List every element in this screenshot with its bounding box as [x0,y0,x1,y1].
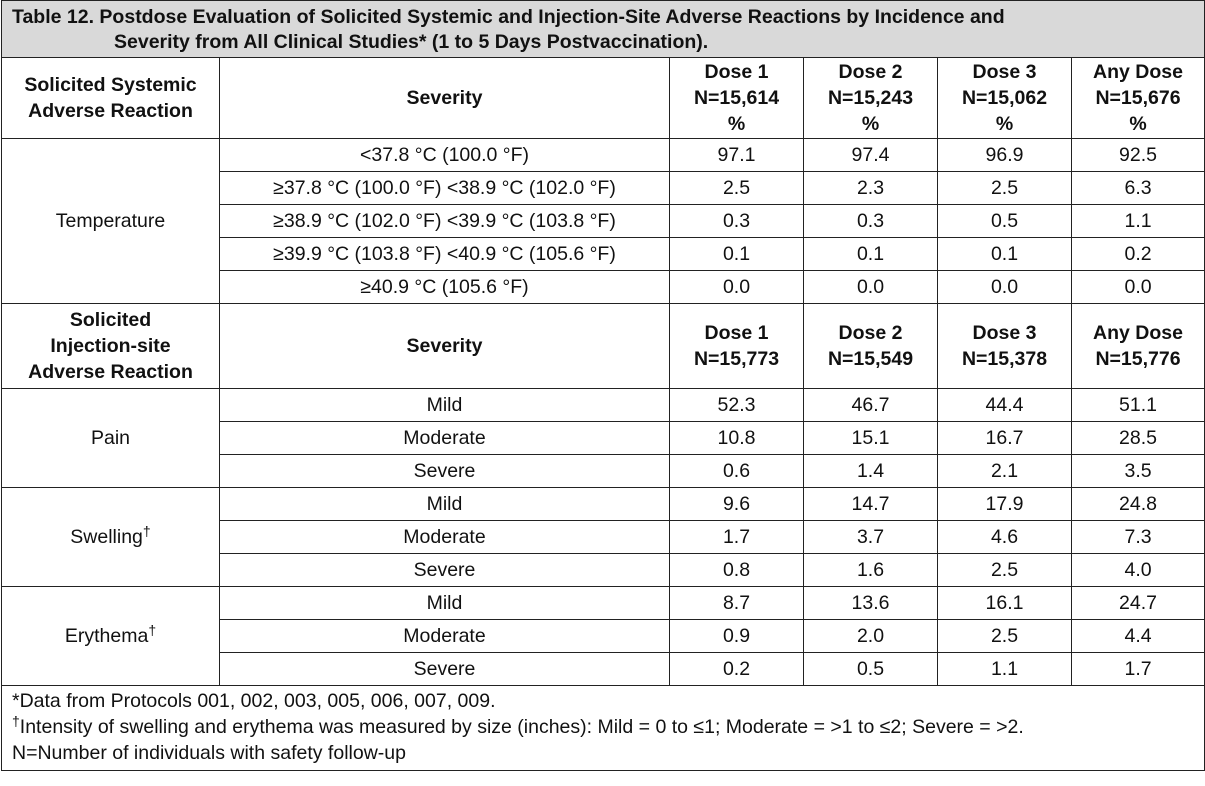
table-row [2,389,1205,422]
value-cell: 1.7 [670,521,804,554]
value-cell: 0.0 [1072,271,1205,304]
header-n: N=15,062 [961,87,1048,109]
header-dose: Dose 1 [704,61,769,83]
severity-cell: Severe [220,554,670,587]
swelling-label [2,488,220,587]
severity-cell: Severe [220,455,670,488]
table-row [2,139,1205,172]
severity-cell: ≥40.9 °C (105.6 °F) [220,271,670,304]
value-cell: 0.3 [804,205,938,238]
erythema-label-text: Erythema [64,624,149,647]
any-dose-header [1072,304,1205,389]
dose1-header [670,58,804,139]
value-cell: 15.1 [804,422,938,455]
value-cell: 0.0 [938,271,1072,304]
value-cell: 0.1 [938,238,1072,271]
value-cell: 2.5 [938,620,1072,653]
header-unit: % [995,113,1014,135]
footnote-protocols: *Data from Protocols 001, 002, 003, 005, 006, 007, 009. [12,690,496,712]
value-cell: 97.1 [670,139,804,172]
value-cell: 0.1 [670,238,804,271]
header-dose: Any Dose [1093,322,1183,344]
value-cell: 24.8 [1072,488,1205,521]
value-cell: 2.5 [938,554,1072,587]
erythema-label [2,587,220,686]
footnote-n-definition: N=Number of individuals with safety follow-up [12,742,406,764]
dagger-mark: † [142,522,151,539]
value-cell: 9.6 [670,488,804,521]
header-dose: Dose 2 [838,61,903,83]
header-dose: Any Dose [1093,61,1183,83]
table-title [2,1,1205,58]
injection-reaction-header [2,304,220,389]
value-cell: 2.5 [670,172,804,205]
value-cell: 0.0 [670,271,804,304]
systemic-reaction-header [2,58,220,139]
severity-cell: Mild [220,389,670,422]
dose2-header [804,58,938,139]
value-cell: 16.7 [938,422,1072,455]
value-cell: 24.7 [1072,587,1205,620]
value-cell: 4.6 [938,521,1072,554]
header-dose: Dose 1 [704,322,769,344]
value-cell: 51.1 [1072,389,1205,422]
table-title-line2: Severity from All Clinical Studies* (1 to 5 Days Postvaccination). [114,31,709,53]
value-cell: 17.9 [938,488,1072,521]
header-n: N=15,773 [693,348,780,370]
value-cell: 7.3 [1072,521,1205,554]
dose3-header [938,58,1072,139]
value-cell: 3.5 [1072,455,1205,488]
value-cell: 1.7 [1072,653,1205,686]
value-cell: 1.1 [938,653,1072,686]
pain-label: Pain [2,389,220,488]
severity-cell: Moderate [220,620,670,653]
dose3-header [938,304,1072,389]
severity-cell: ≥38.9 °C (102.0 °F) <39.9 °C (103.8 °F) [220,205,670,238]
value-cell: 0.6 [670,455,804,488]
footnote-intensity-text: Intensity of swelling and erythema was measured by size (inches): Mild = 0 to ≤1; Moderate = >1 to ≤2; Severe = >2. [19,716,1024,738]
value-cell: 4.4 [1072,620,1205,653]
value-cell: 14.7 [804,488,938,521]
value-cell: 0.0 [804,271,938,304]
header-dose: Dose 2 [838,322,903,344]
table-title-line1: Table 12. Postdose Evaluation of Solicited Systemic and Injection-Site Adverse Reactions by Incidence and [12,6,1005,28]
value-cell: 2.5 [938,172,1072,205]
header-n: N=15,378 [961,348,1048,370]
header-text: Adverse Reaction [28,361,193,383]
header-n: N=15,243 [827,87,914,109]
header-n: N=15,614 [693,87,780,109]
value-cell: 2.3 [804,172,938,205]
severity-cell: Moderate [220,422,670,455]
header-text: Adverse Reaction [28,100,193,122]
value-cell: 92.5 [1072,139,1205,172]
header-dose: Dose 3 [972,322,1037,344]
value-cell: 1.6 [804,554,938,587]
adverse-reactions-table-container [1,0,1204,771]
value-cell: 13.6 [804,587,938,620]
value-cell: 0.5 [804,653,938,686]
adverse-reactions-table [1,0,1205,771]
footnote-intensity [12,714,1194,740]
value-cell: 0.3 [670,205,804,238]
swelling-label-text: Swelling [70,525,143,548]
dose1-header [670,304,804,389]
value-cell: 2.1 [938,455,1072,488]
value-cell: 16.1 [938,587,1072,620]
value-cell: 0.2 [670,653,804,686]
header-unit: % [1129,113,1147,135]
value-cell: 44.4 [938,389,1072,422]
severity-header: Severity [220,58,670,139]
dose2-header [804,304,938,389]
value-cell: 2.0 [804,620,938,653]
severity-cell: Mild [220,587,670,620]
value-cell: 0.9 [670,620,804,653]
header-unit: % [861,113,880,135]
value-cell: 46.7 [804,389,938,422]
dagger-mark: † [12,713,20,729]
header-text: Injection-site [50,335,171,357]
value-cell: 0.5 [938,205,1072,238]
value-cell: 52.3 [670,389,804,422]
value-cell: 8.7 [670,587,804,620]
header-n: N=15,549 [827,348,914,370]
temperature-label: Temperature [2,139,220,304]
any-dose-header [1072,58,1205,139]
severity-cell: ≥37.8 °C (100.0 °F) <38.9 °C (102.0 °F) [220,172,670,205]
systemic-header-row [2,58,1205,139]
severity-cell: ≥39.9 °C (103.8 °F) <40.9 °C (105.6 °F) [220,238,670,271]
severity-cell: Mild [220,488,670,521]
value-cell: 1.4 [804,455,938,488]
header-n: N=15,776 [1095,348,1181,370]
severity-cell: <37.8 °C (100.0 °F) [220,139,670,172]
value-cell: 10.8 [670,422,804,455]
header-n: N=15,676 [1095,87,1181,109]
header-dose: Dose 3 [972,61,1037,83]
injection-header-row [2,304,1205,389]
value-cell: 6.3 [1072,172,1205,205]
severity-header: Severity [220,304,670,389]
value-cell: 3.7 [804,521,938,554]
table-row [2,587,1205,620]
value-cell: 0.8 [670,554,804,587]
dagger-mark: † [148,621,157,638]
severity-cell: Severe [220,653,670,686]
value-cell: 1.1 [1072,205,1205,238]
value-cell: 28.5 [1072,422,1205,455]
value-cell: 0.1 [804,238,938,271]
header-text: Solicited [69,309,152,331]
value-cell: 97.4 [804,139,938,172]
value-cell: 4.0 [1072,554,1205,587]
severity-cell: Moderate [220,521,670,554]
header-text: Solicited Systemic [24,74,197,96]
value-cell: 96.9 [938,139,1072,172]
header-unit: % [727,113,746,135]
table-footnotes [2,686,1205,771]
table-row [2,488,1205,521]
value-cell: 0.2 [1072,238,1205,271]
